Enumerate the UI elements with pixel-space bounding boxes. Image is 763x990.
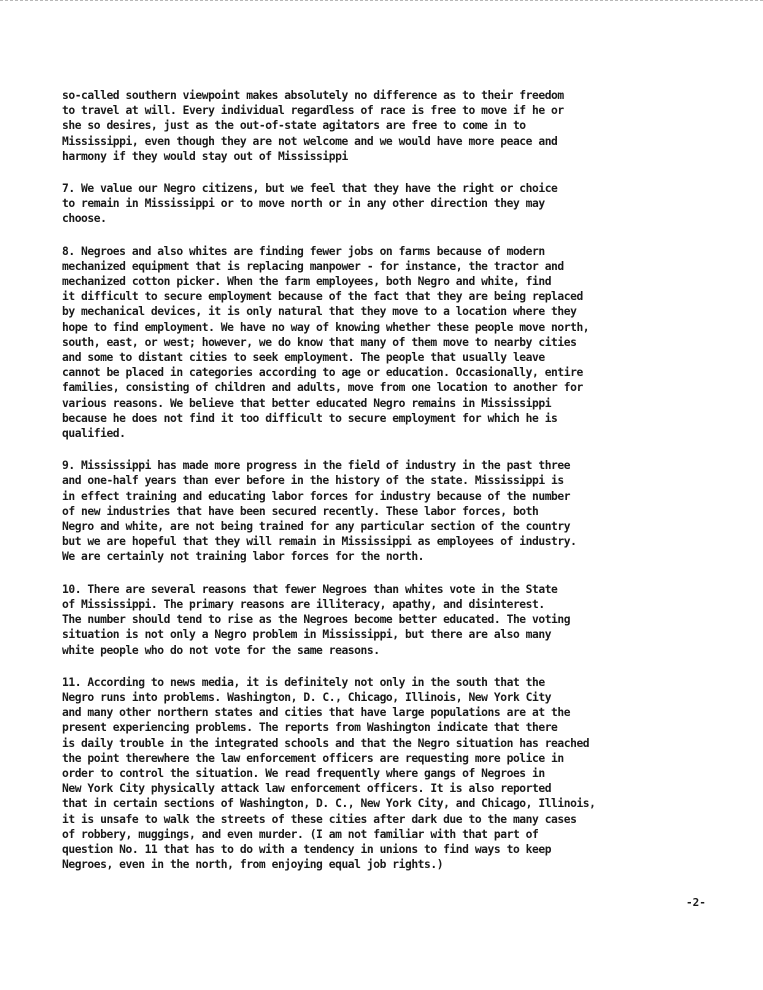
document-body xyxy=(62,88,702,889)
paragraph-7: 7. We value our Negro citizens, but we feel that they have the right or choice to remain in Mississippi or to move north or in any other direction they may choose. xyxy=(62,182,558,226)
paragraph-continuation: so-called southern viewpoint makes absolutely no difference as to their freedom to travel at will. Every individual regardless of race is free to move if he or she so desires, just as the out-of-state agitators are free to come in to Mississippi, even though they are not welcome and we would have more peace and harmony if they would stay out of Mississippi xyxy=(62,89,564,163)
paragraph-11: 11. According to news media, it is definitely not only in the south that the Negro runs into problems. Washington, D. C., Chicago, Illinois, New York City and many other northern states and cities that have large populations are at the present experiencing problems. The reports from Washington indicate that there is daily trouble in the integrated schools and that the Negro situation has reached the point therewhere the law enforcement officers are requesting more police in order to control the situation. We read frequently where gangs of Negroes in New York City physically attack law enforcement officers. It is also reported that in certain sections of Washington, D. C., New York City, and Chicago, Illinois, it is unsafe to walk the streets of these cities after dark due to the many cases of robbery, muggings, and even murder. (I am not familiar with that part of question No. 11 that has to do with a tendency in unions to find ways to keep Negroes, even in the north, from enjoying equal job rights.) xyxy=(62,675,596,872)
page-top-border xyxy=(0,0,763,1)
page-number: -2- xyxy=(686,896,706,909)
paragraph-9: 9. Mississippi has made more progress in the field of industry in the past three and one-half years than ever before in the history of the state. Mississippi is in effect training and educating labor forces for industry because of the number of new industries that have been secured recently. These labor forces, both Negro and white, are not being trained for any particular section of the country but we are hopeful that they will remain in Mississippi as employees of industry. We are certainly not training labor forces for the north. xyxy=(62,459,577,564)
paragraph-10: 10. There are several reasons that fewer Negroes than whites vote in the State of Mississippi. The primary reasons are illiteracy, apathy, and disinterest. The number should tend to rise as the Negroes become better educated. The voting situation is not only a Negro problem in Mississippi, but there are also many white people who do not vote for the same reasons. xyxy=(62,582,571,657)
paragraph-8: 8. Negroes and also whites are finding fewer jobs on farms because of modern mechanized equipment that is replacing manpower - for instance, the tractor and mechanized cotton picker. When the farm employees, both Negro and white, find it difficult to secure employment because of the fact that they are being replaced by mechanical devices, it is only natural that they move to a location where they hope to find employment. We have no way of knowing whether these people move north, south, east, or west; however, we do know that many of them move to nearby cities and some to distant cities to seek employment. The people that usually leave cannot be placed in categories according to age or education. Occasionally, entire families, consisting of children and adults, move from one location to another for various reasons. We believe that better educated Negro remains in Mississippi because he does not find it too difficult to secure employment for which he is qualified. xyxy=(62,244,590,441)
